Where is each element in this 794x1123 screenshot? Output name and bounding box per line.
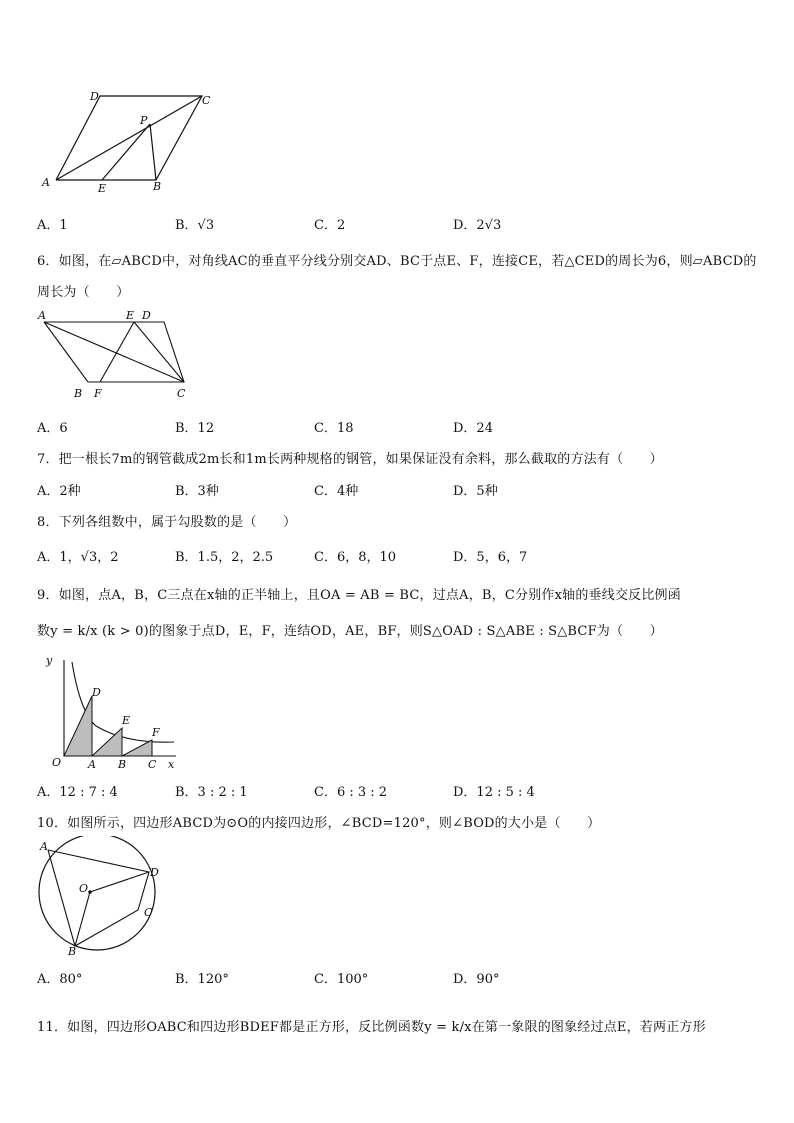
q10-circle-figure: [34, 836, 164, 958]
q10-label-b: B: [68, 945, 77, 958]
q6-label-d: D: [142, 309, 151, 322]
q8-option-c: C．6，8，10: [314, 550, 397, 565]
q6-label-b: B: [74, 387, 83, 400]
q9-option-d: D．12 : 5 : 4: [453, 785, 535, 800]
q5-option-b: B．√3: [175, 218, 215, 233]
q6-label-c: C: [177, 387, 186, 400]
q8-option-b: B．1.5，2，2.5: [175, 550, 274, 565]
q7-stem: 7．把一根长7m的钢管截成2m长和1m长两种规格的钢管，如果保证没有余料，那么截取的方法有（ ）: [37, 452, 663, 467]
q7-option-d: D．5种: [453, 484, 498, 499]
q6-option-c: C．18: [314, 421, 354, 436]
q7-option-a: A．2种: [37, 484, 81, 499]
q6-option-b: B．12: [175, 421, 215, 436]
q10-label-d: D: [150, 866, 159, 879]
q10-stem: 10．如图所示，四边形ABCD为⊙O的内接四边形，∠BCD=120°，则∠BOD的大小是（ ）: [37, 816, 601, 831]
q9-option-c: C．6 : 3 : 2: [314, 785, 388, 800]
q9-label-f: F: [152, 726, 160, 739]
q6-parallelogram-figure: [34, 305, 204, 403]
q9-hyperbola-figure: [36, 652, 186, 772]
q9-label-d: D: [92, 686, 101, 699]
q6-label-f: F: [94, 387, 102, 400]
q11-stem: 11．如图，四边形OABC和四边形BDEF都是正方形，反比例函数y = k/x在第一象限的图象经过点E，若两正方形: [37, 1020, 706, 1035]
q6-label-e: E: [126, 309, 135, 322]
q10-label-o: O: [79, 882, 89, 895]
q9-label-y: y: [46, 654, 53, 667]
q5-label-p: P: [140, 114, 148, 127]
q6-label-a: A: [38, 309, 46, 322]
q9-label-x: x: [168, 758, 175, 771]
q10-option-c: C．100°: [314, 972, 369, 987]
q5-label-a: A: [42, 176, 50, 189]
q6-stem-line2: 周长为（ ）: [37, 285, 130, 300]
q9-label-e: E: [122, 714, 131, 727]
q5-label-c: C: [202, 94, 211, 107]
q6-option-a: A．6: [37, 421, 68, 436]
q8-stem: 8．下列各组数中，属于勾股数的是（ ）: [37, 515, 297, 530]
q5-option-c: C．2: [314, 218, 346, 233]
q6-option-d: D．24: [453, 421, 493, 436]
q10-label-a: A: [40, 840, 48, 853]
q8-option-d: D．5，6，7: [453, 550, 528, 565]
q9-label-c: C: [148, 758, 157, 771]
q5-label-e: E: [98, 182, 107, 195]
q10-option-b: B．120°: [175, 972, 229, 987]
q5-label-d: D: [90, 90, 99, 103]
q9-label-b: B: [118, 758, 127, 771]
q10-option-d: D．90°: [453, 972, 500, 987]
q8-option-a: A．1，√3，2: [37, 550, 119, 565]
q5-option-d: D．2√3: [453, 218, 502, 233]
q10-option-a: A．80°: [37, 972, 83, 987]
q10-label-c: C: [144, 906, 153, 919]
q5-parallelogram-figure: [36, 86, 226, 196]
q9-label-o: O: [52, 756, 62, 769]
q9-option-b: B．3 : 2 : 1: [175, 785, 248, 800]
q9-option-a: A．12 : 7 : 4: [37, 785, 118, 800]
q9-stem-line2: 数y = k/x (k > 0)的图象于点D，E，F，连结OD，AE，BF，则S△OAD : S△ABE : S△BCF为（ ）: [37, 624, 663, 639]
q9-label-a: A: [88, 758, 96, 771]
q9-stem-line1: 9．如图，点A，B，C三点在x轴的正半轴上，且OA = AB = BC，过点A，B，C分别作x轴的垂线交反比例函: [37, 588, 681, 603]
q7-option-c: C．4种: [314, 484, 359, 499]
q5-label-b: B: [153, 180, 162, 193]
q5-option-a: A．1: [37, 218, 68, 233]
q7-option-b: B．3种: [175, 484, 219, 499]
q6-stem-line1: 6．如图，在▱ABCD中，对角线AC的垂直平分线分别交AD、BC于点E、F，连接CE，若△CED的周长为6，则▱ABCD的: [37, 254, 757, 269]
